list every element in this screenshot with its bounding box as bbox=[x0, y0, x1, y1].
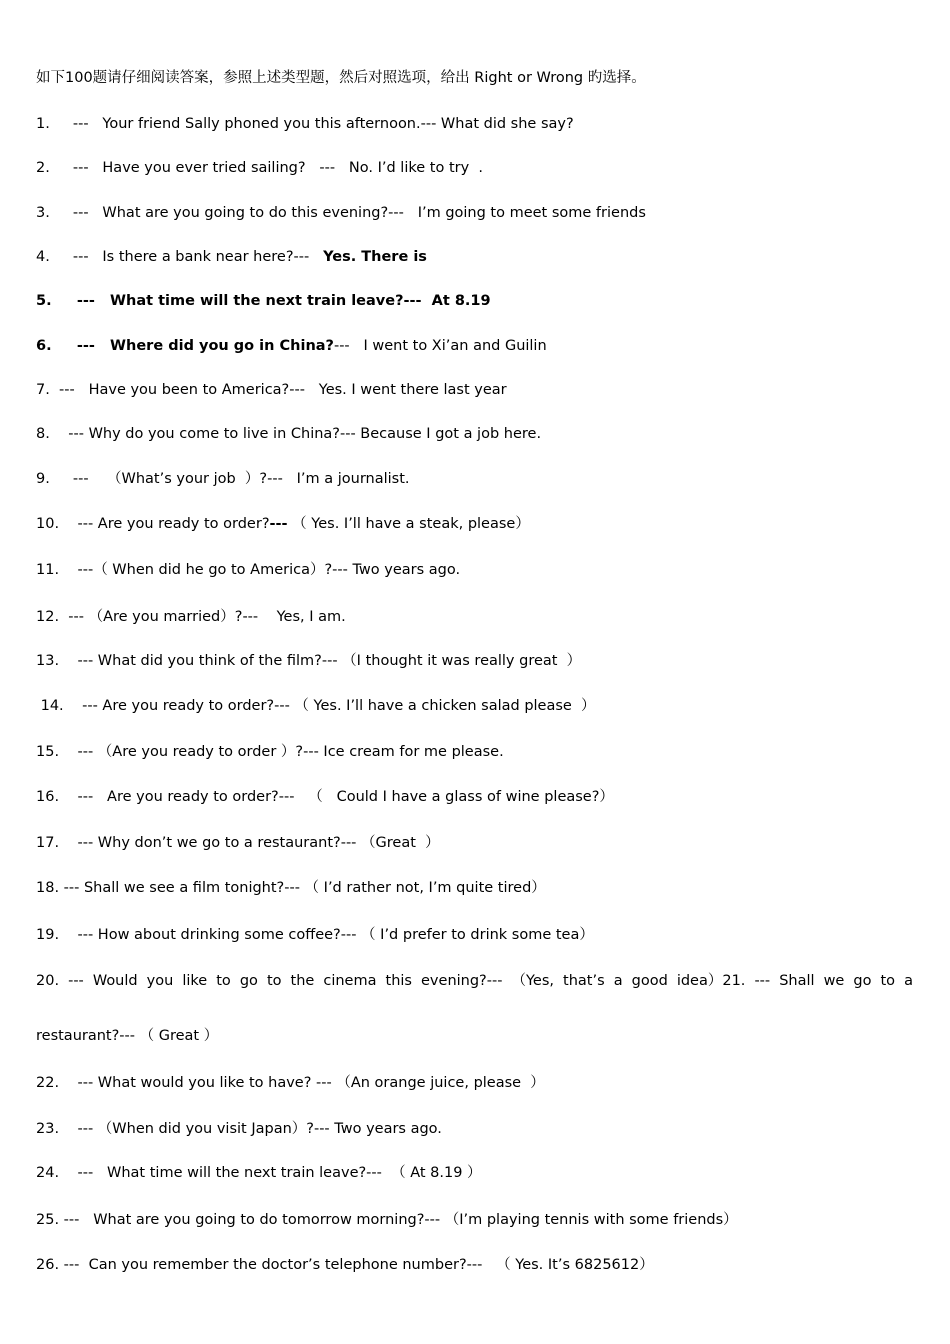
question-20-word: Shall bbox=[779, 973, 815, 989]
question-20-word: a bbox=[613, 973, 623, 989]
question-2: 2. --- Have you ever tried sailing? --- No. I’d like to try . bbox=[36, 160, 483, 176]
question-20-word: 20. bbox=[36, 973, 60, 989]
question-20-word: that’s bbox=[563, 973, 605, 989]
question-20-word: go bbox=[239, 973, 258, 989]
question-20-word: to bbox=[216, 973, 231, 989]
question-10 bbox=[36, 514, 530, 534]
question-22: 22. --- What would you like to have? --- （An orange juice, please ） bbox=[36, 1075, 545, 1091]
question-10-answer: （ Yes. I’ll have a steak, please） bbox=[287, 516, 530, 532]
question-20-word: we bbox=[823, 973, 845, 989]
question-15: 15. --- （Are you ready to order ）?--- Ice cream for me please. bbox=[36, 744, 504, 760]
question-20-word: （Yes, bbox=[511, 973, 555, 989]
question-20-word: --- bbox=[754, 973, 771, 989]
question-9: 9. --- （What’s your job ）?--- I’m a journalist. bbox=[36, 471, 410, 487]
question-24: 24. --- What time will the next train leave?--- （ At 8.19 ） bbox=[36, 1165, 482, 1181]
intro-text: 如下100题请仔细阅读答案，参照上述类型题，然后对照选项，给出 Right or Wrong 旳选择。 bbox=[36, 70, 646, 86]
question-4 bbox=[36, 247, 427, 267]
question-20-word: go bbox=[853, 973, 872, 989]
question-6 bbox=[36, 336, 547, 356]
question-20-word: like bbox=[182, 973, 208, 989]
question-11: 11. ---（ When did he go to America）?--- Two years ago. bbox=[36, 562, 461, 578]
question-26: 26. --- Can you remember the doctor’s telephone number?--- （ Yes. It’s 6825612） bbox=[36, 1257, 654, 1273]
question-10-text: 10. --- Are you ready to order? bbox=[36, 516, 270, 532]
question-20-line bbox=[36, 971, 913, 991]
question-6-text: 6. --- Where did you go in China? bbox=[36, 338, 334, 354]
question-10-dash: --- bbox=[269, 516, 288, 532]
question-20-word: cinema bbox=[323, 973, 377, 989]
question-20-word: idea）21. bbox=[676, 973, 746, 989]
question-20-word: good bbox=[631, 973, 668, 989]
question-13: 13. --- What did you think of the film?--- （I thought it was really great ） bbox=[36, 653, 582, 669]
question-7: 7. --- Have you been to America?--- Yes. I went there last year bbox=[36, 382, 507, 398]
question-18: 18. --- Shall we see a film tonight?--- （ I’d rather not, I’m quite tired） bbox=[36, 880, 546, 896]
question-3: 3. --- What are you going to do this evening?--- I’m going to meet some friends bbox=[36, 205, 646, 221]
question-20-word: this bbox=[385, 973, 412, 989]
question-20-word: Would bbox=[92, 973, 138, 989]
question-6-answer: --- I went to Xi’an and Guilin bbox=[333, 338, 547, 354]
question-20-word: to bbox=[266, 973, 282, 989]
question-20-word: the bbox=[290, 973, 315, 989]
question-16: 16. --- Are you ready to order?--- （ Could I have a glass of wine please?） bbox=[36, 789, 614, 805]
question-20-word: you bbox=[146, 973, 174, 989]
question-19: 19. --- How about drinking some coffee?--- （ I’d prefer to drink some tea） bbox=[36, 927, 594, 943]
question-20-word: --- bbox=[68, 973, 84, 989]
question-23: 23. --- （When did you visit Japan）?--- Two years ago. bbox=[36, 1121, 442, 1137]
question-20-words bbox=[36, 971, 913, 991]
question-21-continuation: restaurant?--- （ Great ） bbox=[36, 1028, 219, 1044]
question-1: 1. --- Your friend Sally phoned you this afternoon.--- What did she say? bbox=[36, 116, 574, 132]
question-5: 5. --- What time will the next train leave?--- At 8.19 bbox=[36, 293, 491, 309]
question-25: 25. --- What are you going to do tomorrow morning?--- （I’m playing tennis with some friends） bbox=[36, 1212, 738, 1228]
question-4-text: 4. --- Is there a bank near here?--- bbox=[36, 249, 324, 265]
question-20-word: a bbox=[904, 973, 913, 989]
question-17: 17. --- Why don’t we go to a restaurant?--- （Great ） bbox=[36, 835, 440, 851]
question-8: 8. --- Why do you come to live in China?--- Because I got a job here. bbox=[36, 426, 542, 442]
question-4-answer: Yes. There is bbox=[323, 249, 427, 265]
question-20-word: to bbox=[880, 973, 896, 989]
question-20-word: evening?--- bbox=[421, 973, 503, 989]
question-14: 14. --- Are you ready to order?--- （ Yes. I’ll have a chicken salad please ） bbox=[36, 698, 596, 714]
question-12: 12. --- （Are you married）?--- Yes, I am. bbox=[36, 609, 346, 625]
